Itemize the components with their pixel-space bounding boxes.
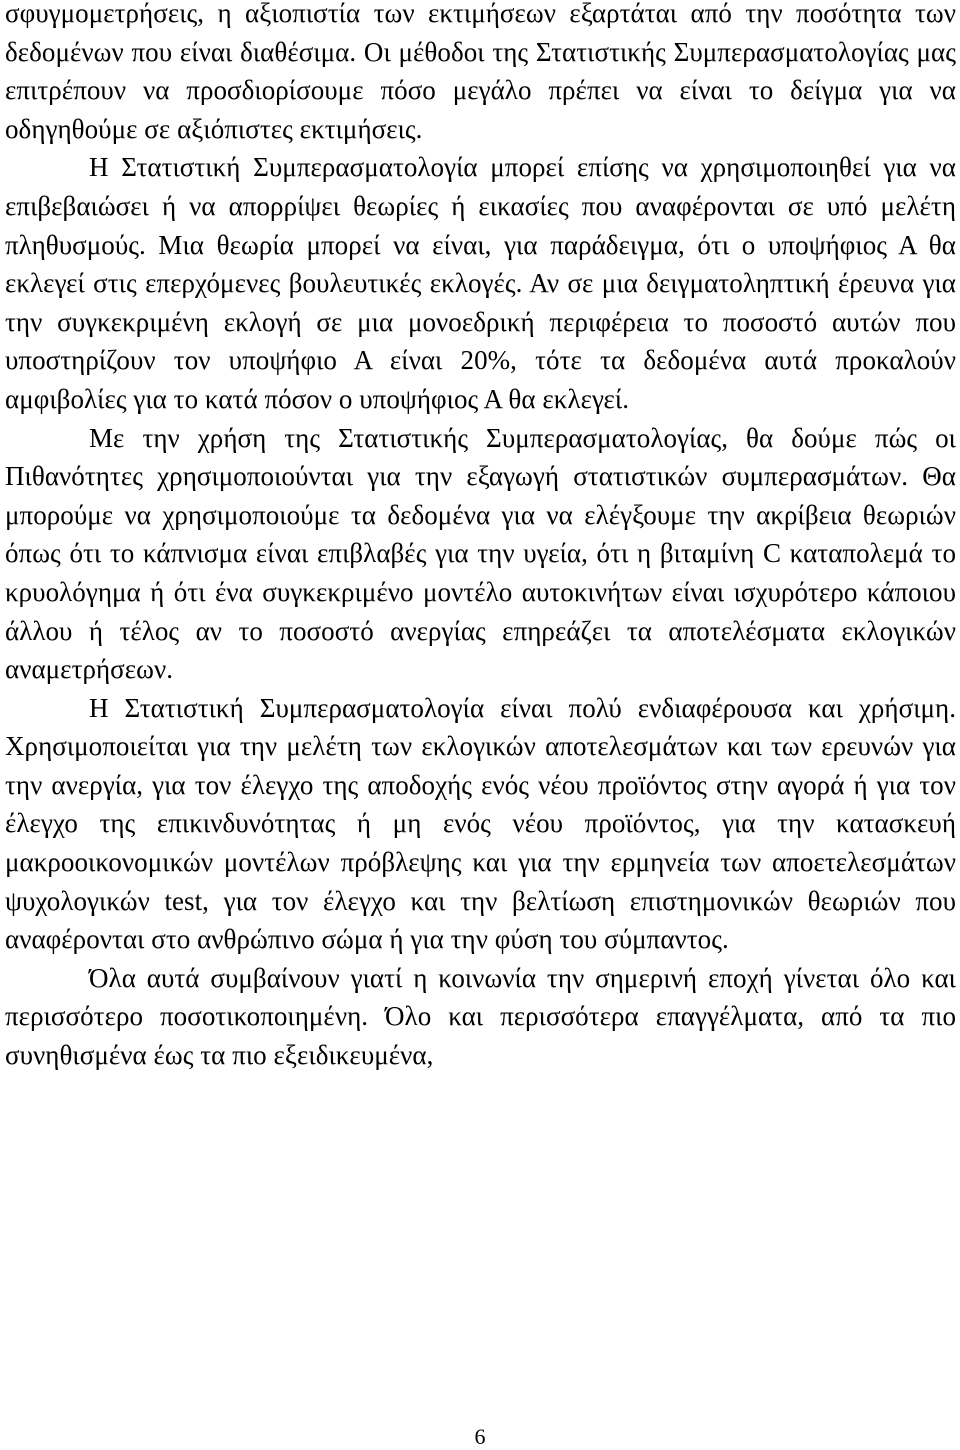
- paragraph-2: Η Στατιστική Συμπερασματολογία μπορεί επίσης να χρησιμοποιηθεί για να επιβεβαιώσει ή να απορρίψει θεωρίες ή εικασίες που αναφέρονται σε υπό μελέτη πληθυσμούς. Μια θεωρία μπορεί να είναι, για παράδειγμα, ότι ο υποψήφιος Α θα εκλεγεί στις επερχόμενες βουλευτικές εκλογές. Αν σε μια δειγματοληπτική έρευνα για την συγκεκριμένη εκλογή σε μια μονοεδρική περιφέρεια το ποσοστό αυτών που υποστηρίζουν τον υποψήφιο Α είναι 20%, τότε τα δεδομένα αυτά προκαλούν αμφιβολίες για το κατά πόσον ο υποψήφιος Α θα εκλεγεί.: [5, 152, 956, 414]
- paragraph-1: σφυγμομετρήσεις, η αξιοπιστία των εκτιμήσεων εξαρτάται από την ποσότητα των δεδομένων που είναι διαθέσιμα. Οι μέθοδοι της Στατιστικής Συμπερασματολογίας μας επιτρέπουν να προσδιορίσουμε πόσο μεγάλο πρέπει να είναι το δείγμα για να οδηγηθούμε σε αξιόπιστες εκτιμήσεις.: [5, 0, 956, 144]
- document-body: [5, 0, 956, 1075]
- paragraph-4: Η Στατιστική Συμπερασματολογία είναι πολύ ενδιαφέρουσα και χρήσιμη. Χρησιμοποιείται για την μελέτη των εκλογικών αποτελεσμάτων και των ερευνών για την ανεργία, για τον έλεγχο της αποδοχής ενός νέου προϊόντος στην αγορά ή για τον έλεγχο της επικινδυνότητας ή μη ενός νέου προϊόντος, για την κατασκευή μακροοικονομικών μοντέλων πρόβλεψης και για την ερμηνεία των αποετελεσμάτων ψυχολογικών test, για τον έλεγχο και την βελτίωση επιστημονικών θεωριών που αναφέρονται στο ανθρώπινο σώμα ή για την φύση του σύμπαντος.: [5, 692, 956, 955]
- paragraph-3: Με την χρήση της Στατιστικής Συμπερασματολογίας, θα δούμε πώς οι Πιθανότητες χρησιμοποιούνται για την εξαγωγή στατιστικών συμπερασμάτων. Θα μπορούμε να χρησιμοποιούμε τα δεδομένα για να ελέγξουμε την ακρίβεια θεωριών όπως ότι το κάπνισμα είναι επιβλαβές για την υγεία, ότι η βιταμίνη C καταπολεμά το κρυολόγημα ή ότι ένα συγκεκριμένο μοντέλο αυτοκινήτων είναι ισχυρότερο κάποιου άλλου ή τέλος αν το ποσοστό ανεργίας επηρεάζει τα αποτελέσματα εκλογικών αναμετρήσεων.: [5, 422, 956, 685]
- page-number: 6: [474, 1424, 486, 1449]
- paragraph-5: Όλα αυτά συμβαίνουν γιατί η κοινωνία την σημερινή εποχή γίνεται όλο και περισσότερο ποσοτικοποιημένη. Όλο και περισσότερα επαγγέλματα, από τα πιο συνηθισμένα έως τα πιο εξειδικευμένα,: [5, 962, 956, 1071]
